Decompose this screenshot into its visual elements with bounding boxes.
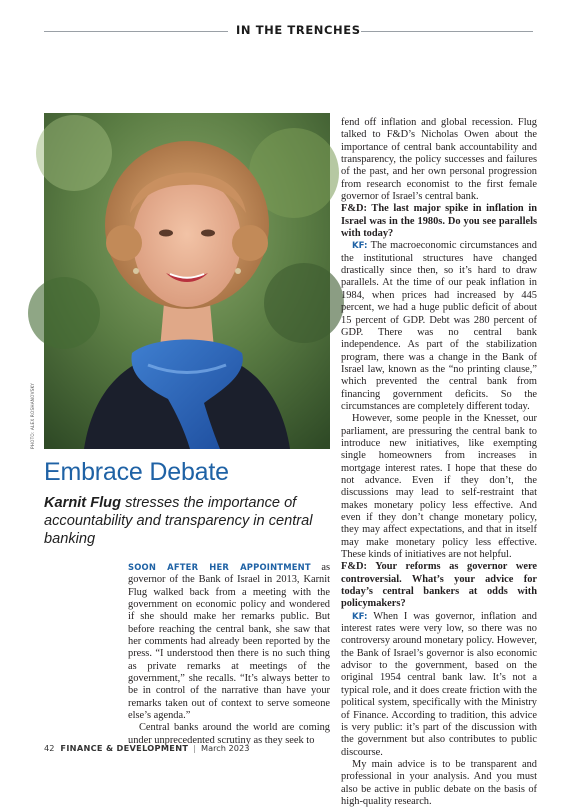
header-rule-left: [44, 31, 228, 32]
interview-answer-2-continued: My main advice is to be transparent and professional in your analysis. And you must also be active in public debate on the basis of high-quality research.: [341, 758, 537, 807]
body-paragraph: Central banks around the world are coming under unprecedented scrutiny as they seek to: [128, 722, 330, 746]
lead-in: SOON AFTER HER APPOINTMENT: [128, 562, 311, 572]
magazine-name: FINANCE & DEVELOPMENT: [60, 743, 189, 753]
page-number: 42: [44, 743, 55, 753]
portrait-photo: [44, 113, 330, 449]
issue-date: March 2023: [201, 743, 250, 753]
speaker-label: KF:: [352, 611, 368, 622]
intro-paragraph: SOON AFTER HER APPOINTMENT as governor of the Bank of Israel in 2013, Karnit Flug walked back from a meeting with the government on economic policy and wondered if she should make her remarks public. But before reaching the central bank, she saw that her comments had already been reported by the press. “I understood then there is no such thing as private remarks at meetings of the government,” she recalls. “It’s always better to be in control of the narrative than have your remarks taken out of context to serve someone else’s agenda.”: [128, 562, 330, 722]
body-paragraph-continued: fend off inflation and global recession. Flug talked to F&D’s Nicholas Owen about the importance of central bank accountability and transparency, the policy successes and failures of the past, and her own personal progression from research economist to the first female governor of Israel’s central bank.: [341, 117, 537, 203]
interview-answer-1-continued: However, some people in the Knesset, our parliament, are pressuring the central bank to introduce new initiatives, like exempting single homeowners from increases in mortgage interest rates. I hope that these do not advance. Even if they don’t, the discussions may lead to self-restraint that makes monetary policy less effective. And even if they don’t change monetary policy, they may affect expectations, and that in itself may make monetary policy less effective. These kinds of initiatives are not helpful.: [341, 413, 537, 561]
photo-credit: PHOTO: ALEX ROSHANOVSKY: [30, 382, 35, 449]
page-footer: [44, 743, 249, 753]
article-headline: Embrace Debate: [44, 458, 229, 486]
section-title: IN THE TRENCHES: [236, 23, 361, 37]
footer-separator: |: [193, 743, 196, 753]
interview-question-1: F&D: The last major spike in inflation in Israel was in the 1980s. Do you see parallels with today?: [341, 203, 537, 240]
speaker-label: KF:: [352, 241, 368, 252]
interview-answer-1: KF: The macroeconomic circumstances and the institutional structures have changed drastically since then, so it’s hard to draw parallels. At the time of our peak inflation in 1984, when prices had increased by 445 percent, we had a huge public deficit of about 15 percent of GDP. Debt was 280 percent of GDP. There was no central bank independence. As part of the stabilization program, there was a change in the Bank of Israel law, known as the “no printing clause,” which prevented the central bank from financing government deficits. So the circumstances are completely different today.: [341, 240, 537, 412]
article-subhead: [44, 495, 334, 548]
header-rule-right: [361, 31, 533, 32]
subhead-text: stresses the importance of accountability and transparency in central banking: [44, 495, 313, 547]
body-column-left: [128, 561, 330, 747]
body-column-right: [341, 117, 537, 808]
subhead-name: Karnit Flug: [44, 495, 122, 511]
interview-question-2: F&D: Your reforms as governor were controversial. What’s your advice for today’s central bankers at odds with policymakers?: [341, 561, 537, 610]
interview-answer-2: KF: When I was governor, inflation and interest rates were very low, so there was no controversy around monetary policy. However, the Bank of Israel’s governor is also economic advisor to the government, based on the original 1954 central bank law. It’s not a typical role, and it does create friction with the political system, specifically with the Ministry of Finance. According to tradition, this advice is very public: it’s part of the discussion with the government but also contributes to public discourse.: [341, 610, 537, 758]
